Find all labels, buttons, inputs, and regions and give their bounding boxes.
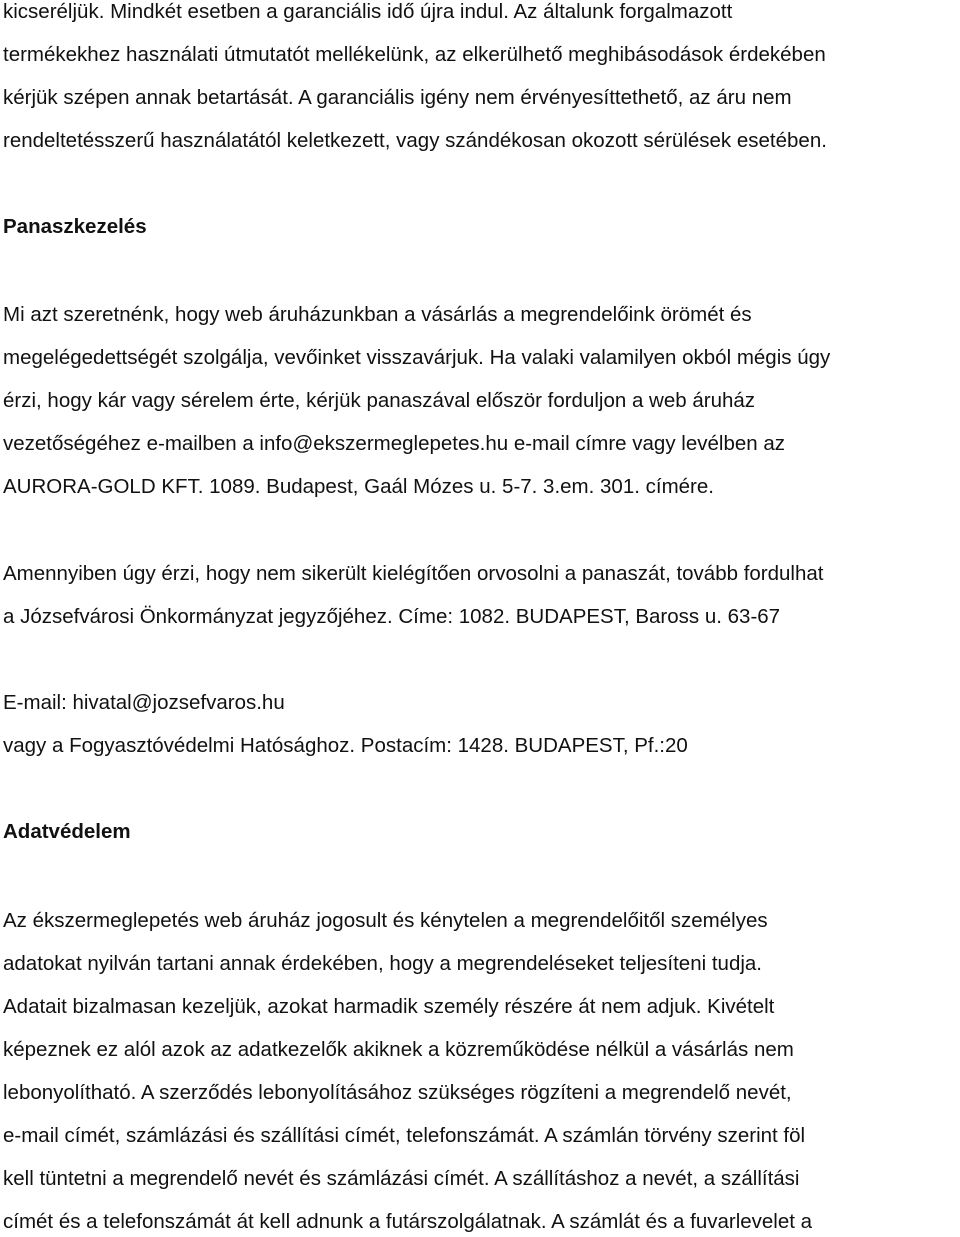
text-line: a Józsefvárosi Önkormányzat jegyzőjéhez. Címe: 1082. BUDAPEST, Baross u. 63-67 — [3, 605, 781, 628]
text-line: adatokat nyilván tartani annak érdekében, hogy a megrendeléseket teljesíteni tudja. — [3, 952, 763, 975]
text-line: e-mail címét, számlázási és szállítási címét, telefonszámát. A számlán törvény szerint föl — [3, 1124, 806, 1147]
text-line: lebonyolítható. A szerződés lebonyolításához szükséges rögzíteni a megrendelő nevét, — [3, 1081, 792, 1104]
text-line: kicseréljük. Mindkét esetben a garanciális idő újra indul. Az általunk forgalmazott — [3, 0, 733, 23]
text-line: termékekhez használati útmutatót mellékelünk, az elkerülhető meghibásodások érdekében — [3, 43, 826, 66]
text-line: rendeltetésszerű használatától keletkezett, vagy szándékosan okozott sérülések esetében. — [3, 129, 827, 152]
text-line: Amennyiben úgy érzi, hogy nem sikerült kielégítően orvosolni a panaszát, tovább fordulhat — [3, 562, 824, 585]
text-line: címét és a telefonszámát át kell adnunk a futárszolgálatnak. A számlát és a fuvarlevelet a — [3, 1210, 813, 1233]
section-heading: Panaszkezelés — [3, 215, 147, 238]
text-line: érzi, hogy kár vagy sérelem érte, kérjük panaszával először forduljon a web áruház — [3, 389, 756, 412]
text-line: Mi azt szeretnénk, hogy web áruházunkban a vásárlás a megrendelőink örömét és — [3, 303, 752, 326]
text-line: képeznek ez alól azok az adatkezelők akiknek a közreműködése nélkül a vásárlás nem — [3, 1038, 794, 1061]
text-line: kell tüntetni a megrendelő nevét és számlázási címét. A szállításhoz a nevét, a szállítási — [3, 1167, 800, 1190]
text-line: Adatait bizalmasan kezeljük, azokat harmadik személy részére át nem adjuk. Kivételt — [3, 995, 775, 1018]
text-line: kérjük szépen annak betartását. A garanciális igény nem érvényesíttethető, az áru nem — [3, 86, 792, 109]
text-line: vagy a Fogyasztóvédelmi Hatósághoz. Postacím: 1428. BUDAPEST, Pf.:20 — [3, 734, 688, 757]
text-line: AURORA-GOLD KFT. 1089. Budapest, Gaál Mózes u. 5-7. 3.em. 301. címére. — [3, 475, 714, 498]
text-line: vezetőségéhez e-mailben a info@ekszermeglepetes.hu e-mail címre vagy levélben az — [3, 432, 785, 455]
text-line: Az ékszermeglepetés web áruház jogosult és kénytelen a megrendelőitől személyes — [3, 909, 768, 932]
text-line: megelégedettségét szolgálja, vevőinket visszavárjuk. Ha valaki valamilyen okból mégis úgy — [3, 346, 831, 369]
section-heading: Adatvédelem — [3, 820, 131, 843]
email-line: E-mail: hivatal@jozsefvaros.hu — [3, 691, 285, 714]
